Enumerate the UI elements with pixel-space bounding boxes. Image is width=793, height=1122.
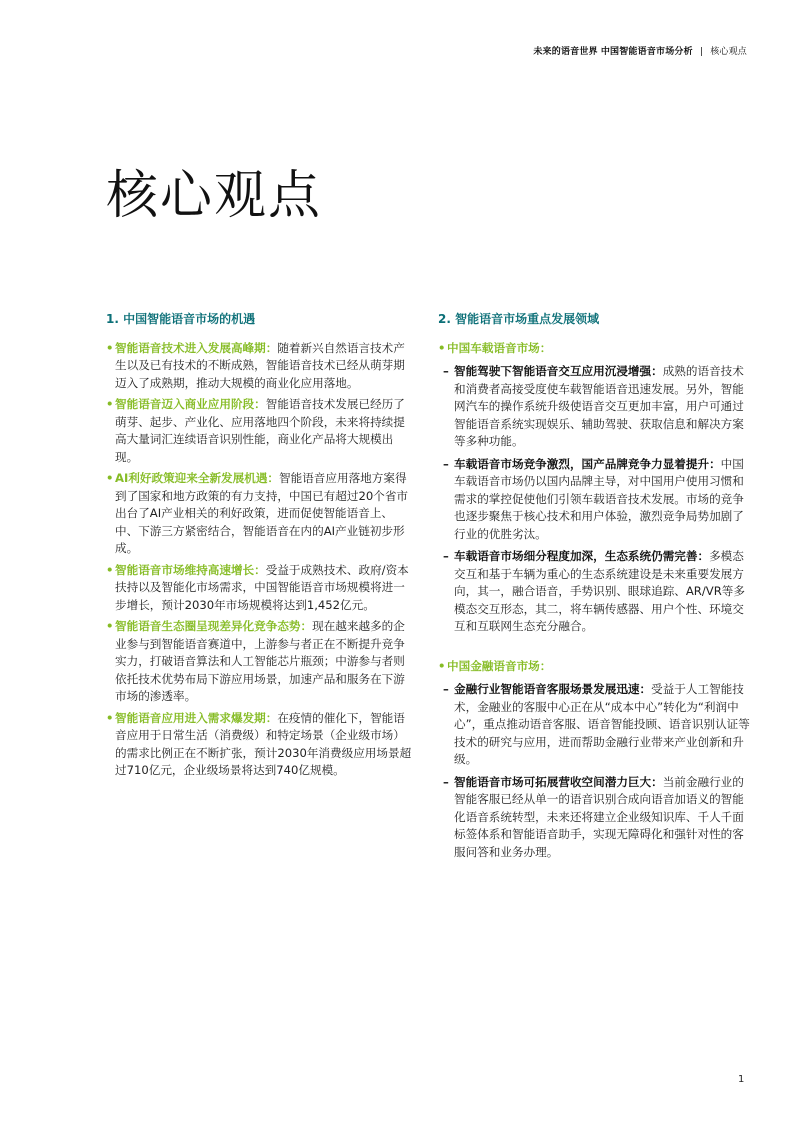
item-lead: 智能语音市场维持高速增长： [115, 562, 266, 577]
item-text: 在疫情的催化下，智能语音应用于日常生活（消费级）和特定场景（企业级市场）的需求比例正在不断扩张，预计2030年消费级应用场景超过710亿元，企业级场景将达到740亿规模。 [115, 710, 412, 777]
list-item [106, 618, 413, 706]
bullet-marker: • [106, 471, 114, 485]
bullet-marker: • [106, 619, 114, 633]
item-text: 现在越来越多的企业参与到智能语音赛道中，上游参与者正在不断提升竞争实力，打破语音算法和人工智能芯片瓶颈；中游参与者则依托技术优势布局下游应用场景，加速产品和服务在下游市场的渗透率。 [115, 619, 405, 703]
list-item [438, 774, 750, 862]
dash-marker: – [443, 364, 449, 378]
item-text: 多模态交互和基于车辆为重心的生态系统建设是未来重要发展方向，其一，融合语音，手势识别、眼球追踪、AR/VR等多模态交互形态，其二，将车辆传感器、用户个性、环境交互和互联网生态充分融合。 [454, 549, 745, 633]
header-report-title: 未来的语音世界 [533, 47, 598, 57]
subsection-label: 中国金融语音市场： [447, 658, 552, 673]
left-column [106, 311, 413, 784]
item-lead: 智能语音应用进入需求爆发期： [115, 710, 278, 725]
header-separator: | [699, 47, 704, 57]
item-lead: 智能语音迈入商业应用阶段： [115, 397, 266, 411]
item-text: 中国车载语音市场仍以国内品牌主导，对中国用户使用习惯和需求的掌控促使他们引领车载语音技术发展。市场的竞争也逐步聚焦于核心技术和用户体验，激烈竞争局势加剧了行业的优胜劣汰。 [454, 456, 744, 541]
list-item [106, 340, 413, 393]
item-lead: 智能语音生态圈呈现差异化竞争态势： [115, 619, 313, 633]
header-section: 核心观点 [710, 47, 747, 57]
list-item [106, 396, 413, 466]
dash-marker: – [443, 549, 449, 563]
item-text: 智能语音应用落地方案得到了国家和地方政策的有力支持，中国已有超过20个省市出台了AI产业相关的利好政策，进而促使智能语音上、中、下游三方紧密结合，智能语音在内的AI产业链初步形成。 [115, 471, 409, 555]
list-item [106, 562, 413, 615]
item-lead: 智能驾驶下智能语音交互应用沉浸增强： [454, 364, 663, 378]
list-item [438, 548, 750, 636]
page-title: 核心观点 [106, 166, 323, 226]
item-text: 智能语音技术发展已经历了萌芽、起步、产业化、应用落地四个阶段，未来将持续提高大量词汇连续语音识别性能，商业化产品将大规模出现。 [115, 397, 405, 464]
list-item [438, 456, 750, 544]
item-lead: 智能语音市场可拓展营收空间潜力巨大： [454, 774, 663, 789]
item-text: 当前金融行业的智能客服已经从单一的语音识别合成向语音加语义的智能化语音系统转型，未来还将建立企业级知识库、千人千面标签体系和智能语音助手，实现无障碍化和强针对性的客服问答和业务办理。 [454, 774, 744, 859]
item-text: 受益于人工智能技术，金融业的客服中心正在从“成本中心”转化为“利润中心”，重点推动语音客服、语音智能投顾、语音识别认证等技术的研究与应用，进而帮助金融行业带来产业创新和升级。 [454, 682, 750, 766]
spacer [438, 641, 750, 658]
bullet-marker: • [106, 710, 114, 725]
item-lead: 车载语音市场竞争激烈，国产品牌竞争力显着提升： [454, 456, 721, 471]
list-item [438, 363, 750, 451]
subsection-title-auto [438, 340, 750, 358]
header-report-subtitle: 中国智能语音市场分析 [600, 47, 693, 57]
item-lead: 车载语音市场细分程度加深，生态系统仍需完善： [454, 549, 710, 563]
dash-marker: – [443, 456, 449, 471]
section-heading-opportunities: 1. 中国智能语音市场的机遇 [106, 312, 256, 326]
subsection-title-finance [438, 658, 750, 676]
item-text: 成熟的语音技术和消费者高接受度使车载智能语音迅速发展。另外，智能网汽车的操作系统升级使语音交互更加丰富，用户可通过智能语音系统实现娱乐、辅助驾驶、获取信息和解决方案等多种功能。 [454, 364, 744, 448]
section-heading-focus-areas: 2. 智能语音市场重点发展领域 [438, 312, 600, 326]
list-item [106, 710, 413, 780]
subsection-label: 中国车载语音市场： [447, 340, 552, 355]
page-number: 1 [738, 1074, 745, 1085]
bullet-marker: • [106, 562, 114, 577]
bullet-marker: • [106, 397, 114, 411]
item-text: 随着新兴自然语言技术产生以及已有技术的不断成熟，智能语音技术已经从萌芽期迈入了成熟期，推动大规模的商业化应用落地。 [115, 340, 405, 390]
item-lead: 金融行业智能语音客服场景发展迅速： [454, 682, 652, 696]
bullet-marker: • [106, 340, 114, 355]
list-item [438, 681, 750, 769]
item-lead: AI利好政策迎来全新发展机遇： [115, 471, 280, 485]
item-text: 受益于成熟技术、政府/资本扶持以及智能化市场需求，中国智能语音市场规模将进一步增长，预计2030年市场规模将达到1,452亿元。 [115, 562, 409, 612]
dash-marker: – [443, 682, 449, 696]
item-lead: 智能语音技术进入发展高峰期： [115, 340, 278, 355]
dash-marker: – [443, 774, 449, 789]
list-item [106, 470, 413, 558]
bullet-marker: • [438, 340, 446, 355]
running-header [533, 44, 747, 57]
right-column [438, 311, 750, 866]
bullet-marker: • [438, 658, 446, 673]
